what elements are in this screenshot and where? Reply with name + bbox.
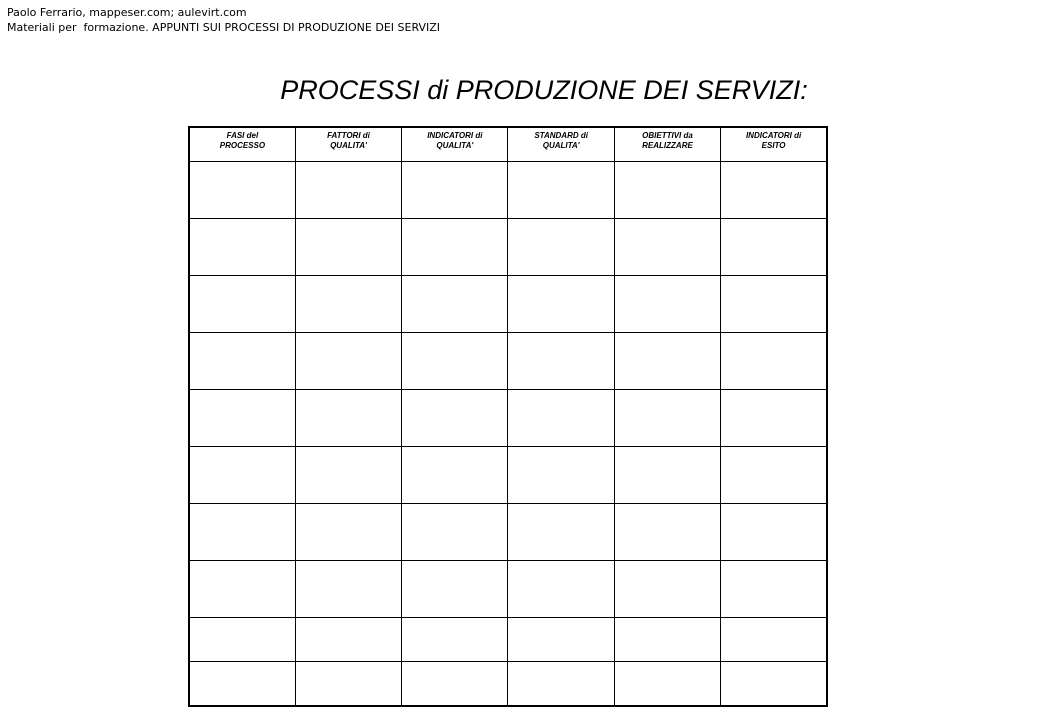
table-cell [402,162,508,219]
table-row [189,219,827,276]
column-header-line: INDICATORI di [427,131,483,140]
table-cell [295,662,401,707]
column-header-line: ESITO [761,141,786,150]
table-cell [402,618,508,662]
table-cell [614,662,720,707]
column-header-standard [508,127,614,162]
table-cell [508,447,614,504]
column-header-line: QUALITA' [436,141,474,150]
table-cell [295,219,401,276]
table-cell [614,219,720,276]
column-header-fattori [295,127,401,162]
table-cell [189,618,295,662]
table-cell [189,276,295,333]
table-cell [295,390,401,447]
column-header-line: FASI del [226,131,259,140]
table-cell [508,662,614,707]
table-cell [295,333,401,390]
table-cell [402,561,508,618]
table-cell [614,333,720,390]
table-cell [295,618,401,662]
table-cell [614,504,720,561]
column-header-indicatori-esito [721,127,827,162]
table-cell [508,561,614,618]
table-cell [402,390,508,447]
author-line: Paolo Ferrario, mappeser.com; aulevirt.com [7,6,247,19]
table-cell [721,219,827,276]
table-cell [721,561,827,618]
table-cell [189,333,295,390]
table-cell [721,447,827,504]
table-row [189,447,827,504]
table-body [189,162,827,707]
column-header-line: QUALITA' [542,141,580,150]
table-cell [508,333,614,390]
table-cell [189,447,295,504]
table-cell [508,390,614,447]
table-row [189,162,827,219]
table-cell [614,561,720,618]
table-row [189,390,827,447]
table-cell [614,618,720,662]
table-cell [189,219,295,276]
table-cell [508,162,614,219]
table-cell [721,390,827,447]
table-cell [721,618,827,662]
table-row [189,618,827,662]
column-header-line: QUALITA' [330,141,367,150]
table-header-row [189,127,827,162]
table-cell [402,447,508,504]
table-cell [721,333,827,390]
table-cell [189,561,295,618]
table-cell [295,447,401,504]
column-header-indicatori-qualita [402,127,508,162]
process-table [188,126,828,707]
table-row [189,333,827,390]
column-header-obiettivi [614,127,720,162]
table-cell [721,162,827,219]
table-cell [508,618,614,662]
table-cell [721,662,827,707]
table-row [189,561,827,618]
table-cell [402,219,508,276]
table-cell [402,504,508,561]
table-cell [295,276,401,333]
table-row [189,504,827,561]
table-cell [295,561,401,618]
table-cell [402,333,508,390]
table-cell [614,162,720,219]
page-title: PROCESSI di PRODUZIONE DEI SERVIZI: [280,75,808,105]
table-cell [189,390,295,447]
column-header-line: REALIZZARE [642,141,693,150]
table-cell [508,219,614,276]
subject-line: Materiali per formazione. APPUNTI SUI PROCESSI DI PRODUZIONE DEI SERVIZI [7,21,441,34]
table-row [189,276,827,333]
table-cell [614,447,720,504]
table-cell [189,162,295,219]
column-header-line: OBIETTIVI da [642,131,693,140]
table-cell [402,662,508,707]
column-header-line: FATTORI di [327,131,370,140]
table-cell [614,390,720,447]
column-header-line: PROCESSO [219,141,266,150]
table-cell [614,276,720,333]
column-header-fasi [189,127,295,162]
column-header-line: STANDARD di [534,131,588,140]
table-cell [189,504,295,561]
table-cell [721,276,827,333]
table-cell [402,276,508,333]
table-row [189,662,827,707]
table-cell [508,504,614,561]
table-cell [295,504,401,561]
table-cell [508,276,614,333]
table-cell [721,504,827,561]
column-header-line: INDICATORI di [745,131,802,140]
table-cell [295,162,401,219]
table-cell [189,662,295,707]
